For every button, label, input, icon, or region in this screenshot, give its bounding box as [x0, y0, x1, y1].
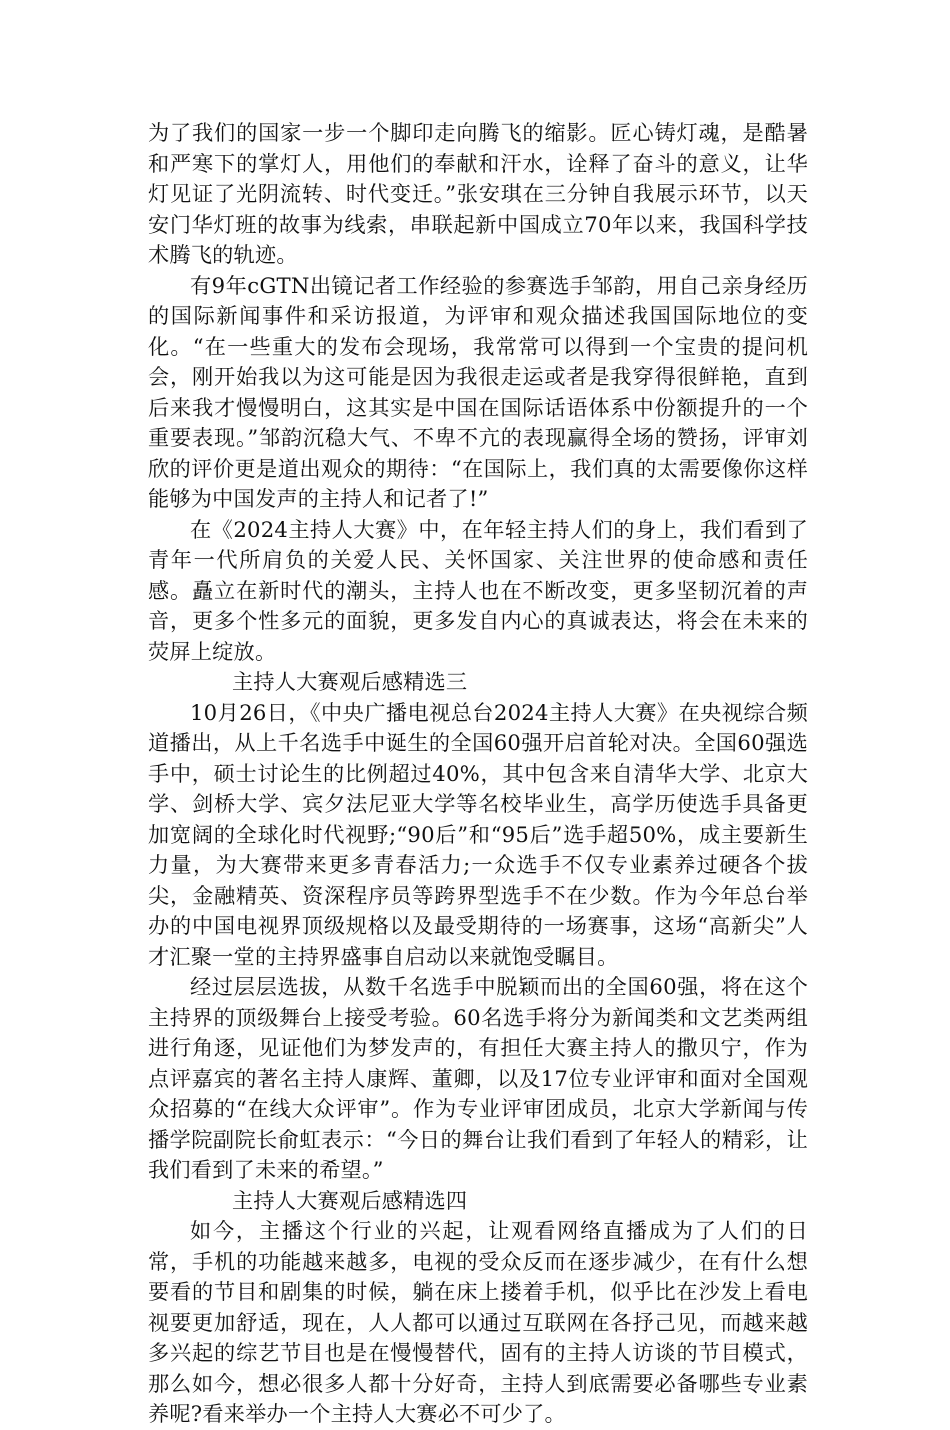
paragraph-4: 10月26日，《中央广播电视总台2024主持人大赛》在央视综合频道播出，从上千名选手中诞生的全国60强开启首轮对决。全国60强选手中，硕士讨论生的比例超过40%，其中包含来自清华大学、北京大学、剑桥大学、宾夕法尼亚大学等名校毕业生，高学历使选手具备更加宽阔的全球化时代视野;“90后”和“95后”选手超50%，成主要新生力量，为大赛带来更多青春活力;一众选手不仅专业素养过硬各个拔尖，金融精英、资深程序员等跨界型选手不在少数。作为今年总台举办的中国电视界顶级规格以及最受期待的一场赛事，这场“高新尖”人才汇聚一堂的主持界盛事自启动以来就饱受瞩目。 [148, 699, 808, 969]
paragraph-5: 经过层层选拔，从数千名选手中脱颖而出的全国60强，将在这个主持界的顶级舞台上接受考验。60名选手将分为新闻类和文艺类两组进行角逐，见证他们为梦发声的，有担任大赛主持人的撒贝宁，作为点评嘉宾的著名主持人康辉、董卿，以及17位专业评审和面对全国观众招募的“在线大众评审”。作为专业评审团成员，北京大学新闻与传播学院副院长俞虹表示：“今日的舞台让我们看到了年轻人的精彩，让我们看到了未来的希望。” [148, 974, 808, 1182]
section-heading-4: 主持人大赛观后感精选四 [232, 1187, 468, 1213]
document-body [148, 118, 808, 1430]
paragraph-6: 如今，主播这个行业的兴起，让观看网络直播成为了人们的日常，手机的功能越来越多，电视的受众反而在逐步减少，在有什么想要看的节目和剧集的时候，躺在床上搂着手机，似乎比在沙发上看电视要更加舒适，现在，人人都可以通过互联网在各抒己见，而越来越多兴起的综艺节目也是在慢慢替代，固有的主持人访谈的节目模式，那么如今，想必很多人都十分好奇，主持人到底需要必备哪些专业素养呢?看来举办一个主持人大赛必不可少了。 [148, 1218, 808, 1426]
paragraph-1: 为了我们的国家一步一个脚印走向腾飞的缩影。匠心铸灯魂，是酷暑和严寒下的掌灯人，用他们的奉献和汗水，诠释了奋斗的意义，让华灯见证了光阴流转、时代变迁。”张安琪在三分钟自我展示环节，以天安门华灯班的故事为线索，串联起新中国成立70年以来，我国科学技术腾飞的轨迹。 [148, 120, 808, 267]
paragraph-3: 在《2024主持人大赛》中，在年轻主持人们的身上，我们看到了青年一代所肩负的关爱人民、关怀国家、关注世界的使命感和责任感。矗立在新时代的潮头，主持人也在不断改变，更多坚韧沉着的声音，更多个性多元的面貌，更多发自内心的真诚表达，将会在未来的荧屏上绽放。 [148, 516, 808, 664]
paragraph-2: 有9年cGTN出镜记者工作经验的参赛选手邹韵，用自己亲身经历的国际新闻事件和采访报道，为评审和观众描述我国国际地位的变化。“在一些重大的发布会现场，我常常可以得到一个宝贵的提问机会，刚开始我以为这可能是因为我很走运或者是我穿得很鲜艳，直到后来我才慢慢明白，这其实是中国在国际话语体系中份额提升的一个重要表现。”邹韵沉稳大气、不卑不亢的表现赢得全场的赞扬，评审刘欣的评价更是道出观众的期待：“在国际上，我们真的太需要像你这样能够为中国发声的主持人和记者了!” [148, 272, 808, 511]
section-heading-3: 主持人大赛观后感精选三 [232, 669, 468, 694]
